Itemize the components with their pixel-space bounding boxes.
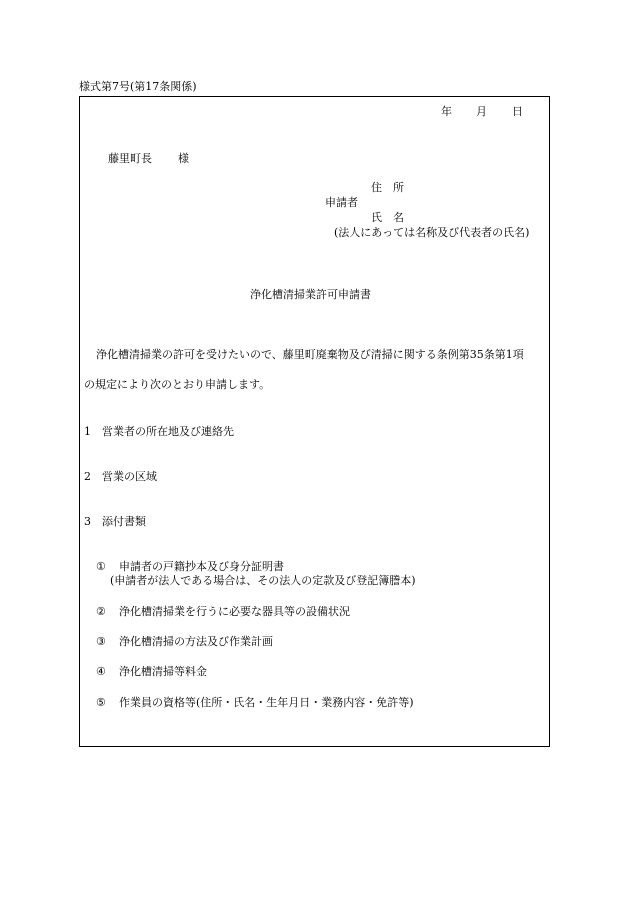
date-day-label: 日 <box>512 105 523 118</box>
attachment-1-mark: ① <box>96 560 106 573</box>
attachment-4-mark: ④ <box>96 665 106 678</box>
address-label: 住 所 <box>371 181 404 194</box>
item-1-number: 1 <box>84 425 91 438</box>
attachment-5-mark: ⑤ <box>96 696 106 709</box>
addressee-honorific: 様 <box>178 152 189 165</box>
date-year-label: 年 <box>441 105 452 118</box>
body-line-1: 浄化槽清掃業の許可を受けたいので、藤里町廃棄物及び清掃に関する条例第35条第1項 <box>96 348 524 361</box>
date-month-label: 月 <box>476 105 487 118</box>
form-label: 様式第7号(第17条関係) <box>79 80 197 93</box>
attachment-1-note: (申請者が法人である場合は、その法人の定款及び登記簿謄本) <box>110 574 416 587</box>
item-3-number: 3 <box>84 515 91 528</box>
attachment-3-mark: ③ <box>96 635 106 648</box>
body-line-2: の規定により次のとおり申請します。 <box>84 378 271 391</box>
addressee-name: 藤里町長 <box>108 152 152 165</box>
attachment-2-mark: ② <box>96 605 106 618</box>
item-2-number: 2 <box>84 470 91 483</box>
item-1-text: 営業者の所在地及び連絡先 <box>102 425 234 438</box>
name-note: (法人にあっては名称及び代表者の氏名) <box>334 226 530 239</box>
form-frame <box>79 96 550 747</box>
item-3-text: 添付書類 <box>102 515 146 528</box>
attachment-1-text: 申請者の戸籍抄本及び身分証明書 <box>119 560 284 573</box>
applicant-label: 申請者 <box>325 196 358 209</box>
attachment-4-text: 浄化槽清掃等料金 <box>119 665 207 678</box>
attachment-2-text: 浄化槽清掃業を行うに必要な器具等の設備状況 <box>119 605 350 618</box>
name-label: 氏 名 <box>371 211 404 224</box>
item-2-text: 営業の区域 <box>102 470 157 483</box>
document-title: 浄化槽清掃業許可申請書 <box>250 288 371 301</box>
attachment-5-text: 作業員の資格等(住所・氏名・生年月日・業務内容・免許等) <box>119 696 414 709</box>
attachment-3-text: 浄化槽清掃の方法及び作業計画 <box>119 635 273 648</box>
